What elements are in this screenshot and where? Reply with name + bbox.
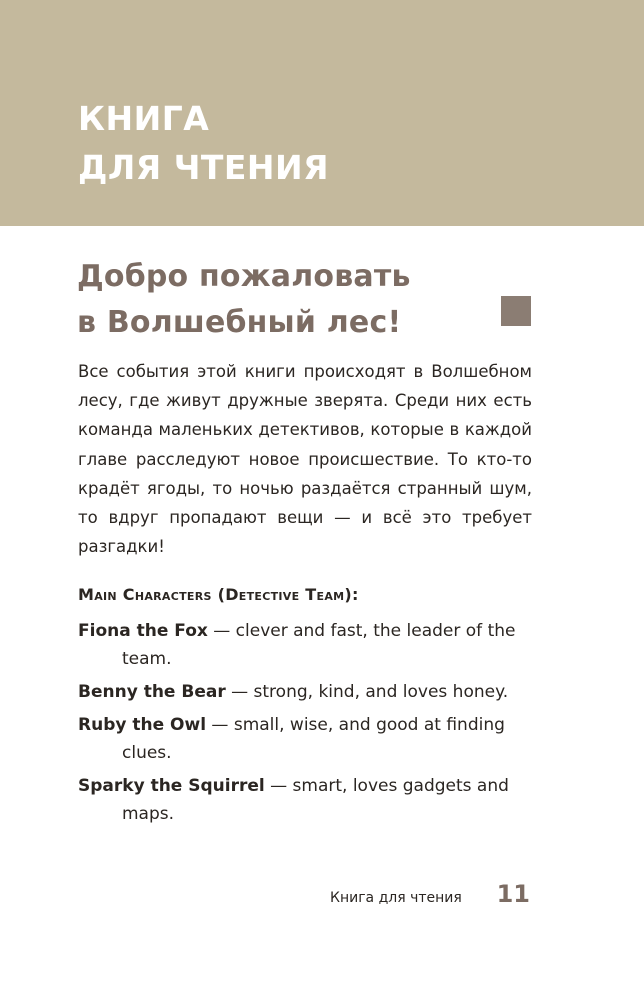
character-description: clever and fast, the leader of the team.	[122, 621, 516, 669]
page-number: 11	[496, 880, 530, 908]
character-list	[78, 617, 538, 828]
character-name: Sparky the Squirrel	[78, 776, 265, 796]
character-name: Ruby the Owl	[78, 715, 207, 735]
character-name: Benny the Bear	[78, 682, 226, 702]
character-separator: —	[225, 682, 254, 702]
characters-heading: Main Characters (Detective Team):	[78, 585, 359, 604]
book-title-line-2: ДЛЯ ЧТЕНИЯ	[78, 148, 330, 187]
header-band	[0, 0, 644, 226]
character-item	[78, 772, 538, 828]
book-title	[78, 94, 329, 192]
decorative-square	[501, 296, 531, 326]
book-title-line-1: КНИГА	[78, 99, 210, 138]
character-description: small, wise, and good at finding clues.	[122, 715, 505, 763]
character-item	[78, 678, 538, 706]
character-item	[78, 711, 538, 767]
character-separator: —	[206, 715, 234, 735]
character-separator: —	[264, 776, 293, 796]
intro-paragraph: Все события этой книги происходят в Волшебном лесу, где живут дружные зверята. Среди них есть команда маленьких детективов, которые в каждой главе расследуют новое происшествие. То кто-то крадёт ягоды, то ночью раздаётся странный шум, то вдруг пропадают вещи — и всё это требует разгадки!	[78, 362, 532, 557]
character-description: strong, kind, and loves honey.	[253, 682, 509, 702]
running-title: Книга для чтения	[330, 890, 462, 906]
page-footer	[330, 880, 530, 914]
character-name: Fiona the Fox	[78, 621, 208, 641]
section-heading-line-1: Добро пожаловать	[77, 259, 411, 294]
section-heading	[77, 254, 411, 346]
character-separator: —	[207, 621, 236, 641]
character-item	[78, 617, 538, 673]
character-description: smart, loves gadgets and maps.	[122, 776, 509, 824]
section-heading-line-2: в Волшебный лес!	[77, 305, 402, 340]
